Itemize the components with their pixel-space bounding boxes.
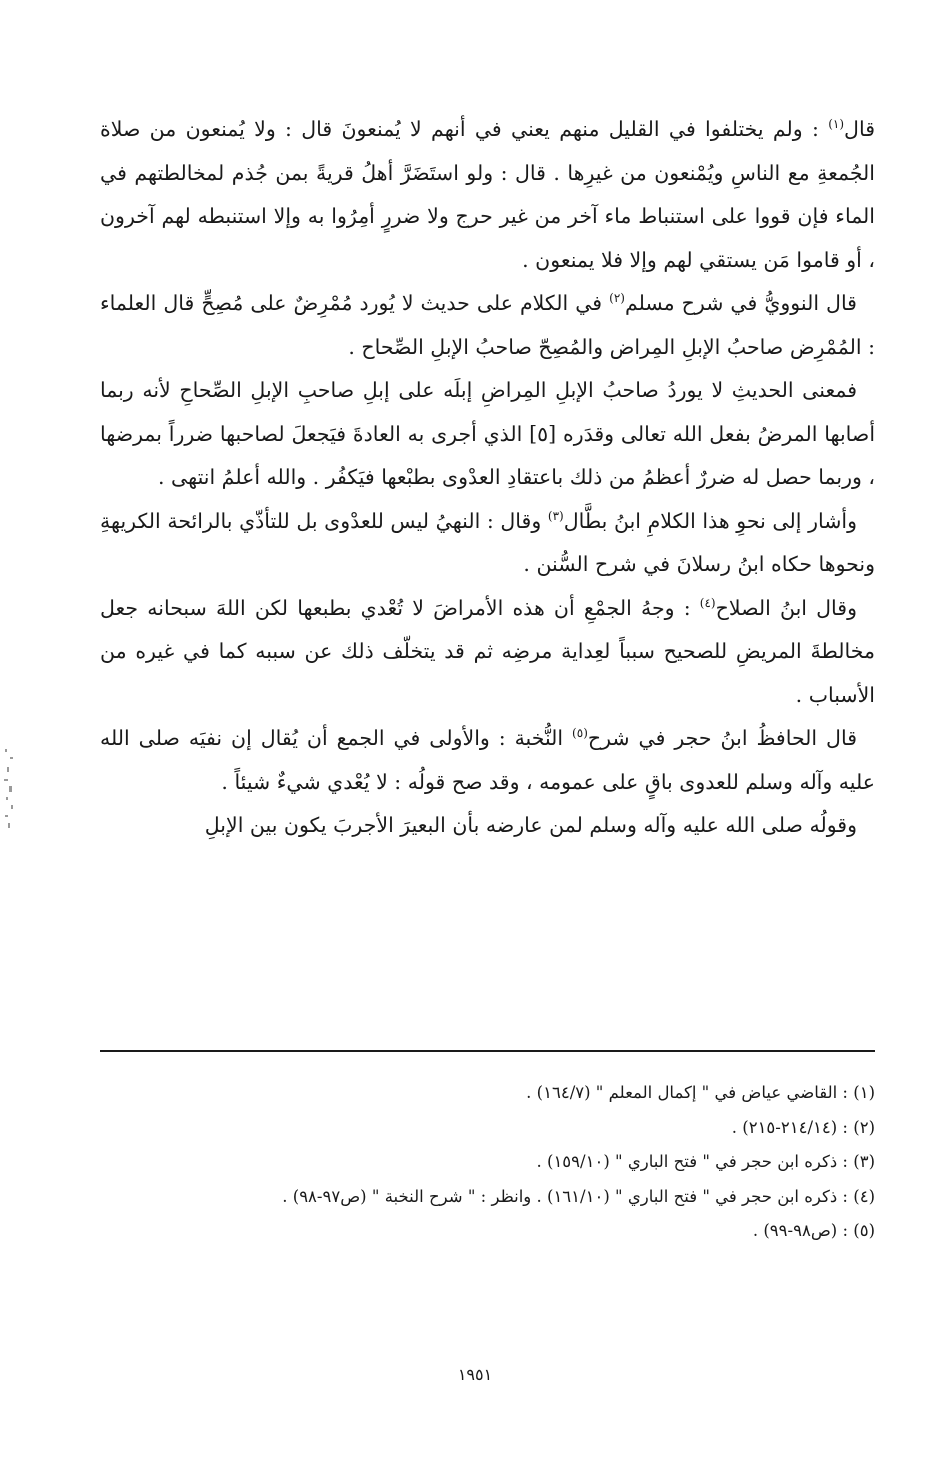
- text-run: النُّخبة : والأولى في الجمع أن يُقال إن نفيَه صلى الله عليه وآله وسلم للعدوى باقٍ على عمومه ، وقد صح قولُه : لا يُعْدي شيءٌ شيئاً .: [100, 726, 875, 794]
- text-run: قال الحافظُ ابنُ حجر في شرح: [587, 726, 858, 750]
- footnote-2: (٢) : (٢١٤/١٤-٢١٥) .: [731, 1117, 875, 1137]
- text-run: فمعنى الحديثِ لا يوردُ صاحبُ الإبلِ المِراضِ إبلَه على إبلِ صاحبِ الإبلِ الصِّحاحِ لأنه ربما أصابها المرضُ بفعل الله تعالى وقدَره [٥] الذي أجرى به العادةَ فيَجعلَ لصاحبها ضرراً بمرضها ، وربما حصل له ضررٌ أعظمُ من ذلك باعتقادِ العدْوى بطبْعها فيَكفُر . والله أعلمُ انتهى .: [100, 378, 876, 489]
- footnote-4: (٤) : ذكره ابن حجر في " فتح الباري " (١٦١/١٠) . وانظر : " شرح النخبة " (ص٩٧-٩٨) .: [282, 1186, 875, 1206]
- text-run: قال النوويُّ في شرح مسلم: [624, 291, 857, 315]
- footnote-5: (٥) : (ص٩٨-٩٩) .: [752, 1221, 875, 1240]
- footnote-1: (١) : القاضي عياض في " إكمال المعلم " (١٦٤/٧) .: [526, 1083, 875, 1102]
- paragraph-4: [100, 500, 875, 587]
- footnote-3: (٣) : ذكره ابن حجر في " فتح الباري " (١٥٩/١٠) .: [536, 1152, 875, 1171]
- footnote-ref-3: (٣): [547, 508, 564, 523]
- footnote-ref-1: (١): [828, 117, 845, 132]
- footnote-ref-5: (٥): [572, 726, 588, 741]
- paragraph-6: [100, 717, 875, 804]
- paragraph-7: [100, 804, 875, 848]
- main-text: [100, 108, 875, 848]
- paragraph-5: [100, 587, 875, 718]
- footnote-ref-4: (٤): [699, 595, 716, 610]
- footnotes: [100, 1076, 875, 1249]
- text-run: : ولم يختلفوا في القليل منهم يعني في أنهم لا يُمنعونَ قال : ولا يُمنعون من صلاة الجُمعةِ مع الناسِ ويُمْنعون من غيرِها . قال : ولو استَضَرَّ أهلُ قريةً بمن جُذم لمخالطتهم في الماء فإن قووا على استنباط ماء آخر من غير حرج ولا ضررٍ أمِرُوا به وإلا استنبطه لهم آخرون ، أو قاموا مَن يستقي لهم وإلا فلا يمنعون .: [100, 117, 875, 272]
- footnote-divider: [100, 1050, 875, 1052]
- footnote-ref-2: (٢): [609, 291, 625, 306]
- text-run: وقولُه صلى الله عليه وآله وسلم لمن عارضه بأن البعيرَ الأجربَ يكون بين الإبلِ: [204, 813, 857, 837]
- text-run: وأشار إلى نحوِ هذا الكلامِ ابنُ بطَّال: [563, 508, 857, 533]
- text-run: : وجهُ الجمْعِ أن هذه الأمراضَ لا تُعْدي بطبعها لكن اللهَ سبحانه جعل مخالطةَ المريضِ للصحيح سبباً لعِداية مرضِه ثم قد يتخلّف ذلك عن سببه كما في غيره من الأسباب .: [100, 595, 875, 707]
- text-run: وقال : النهيُ ليس للعدْوى بل للتأذّي بالرائحة الكريهةِ ونحوها حكاه ابنُ رسلانَ في شرح السُّنن .: [100, 508, 875, 576]
- text-run: في الكلام على حديث لا يُورد مُمْرِضٌ على مُصِحٍّ قال العلماء : المُمْرِض صاحبُ الإبلِ المِراض والمُصِحّ صاحبُ الإبلِ الصِّحاح .: [100, 291, 875, 359]
- page-number: ١٩٥١: [457, 1365, 493, 1384]
- text-run: وقال ابنُ الصلاح: [715, 595, 857, 620]
- scan-speckle-decoration: [2, 745, 16, 835]
- paragraph-3: [100, 369, 875, 500]
- paragraph-2: [100, 282, 875, 369]
- text-run: قال: [844, 117, 875, 141]
- paragraph-1: [100, 108, 875, 282]
